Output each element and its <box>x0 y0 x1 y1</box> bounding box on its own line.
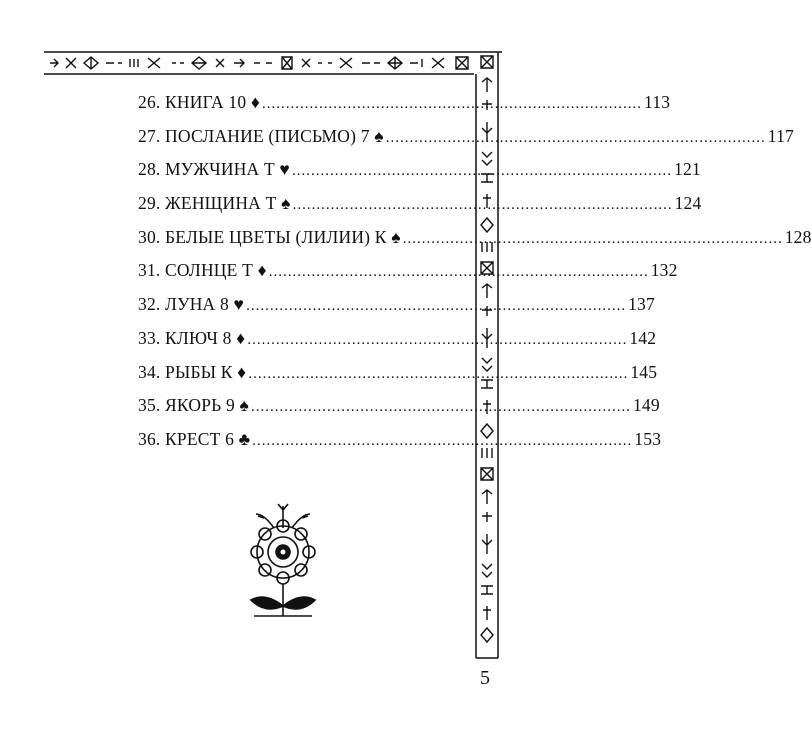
toc-entry-page: 142 <box>629 327 657 348</box>
toc-leader-dots: ................................................................................ <box>385 129 766 146</box>
toc-leader-dots: ................................................................................ <box>292 197 673 214</box>
toc-leader-dots: ................................................................................ <box>247 331 628 348</box>
toc-entry-page: 128 <box>784 226 812 247</box>
toc-leader-dots: ................................................................................ <box>250 399 631 416</box>
toc-entry-title: 33. КЛЮЧ 8 ♦ <box>138 327 246 348</box>
toc-entry-page: 117 <box>767 125 794 146</box>
toc-entry-title: 32. ЛУНА 8 ♥ <box>138 294 245 315</box>
toc-entry-page: 113 <box>644 92 671 112</box>
toc-entry-title: 36. КРЕСТ 6 ♣ <box>138 428 251 449</box>
toc-leader-dots: ................................................................................ <box>248 365 629 382</box>
toc-entry-title: 26. КНИГА 10 ♦ <box>138 92 261 112</box>
toc-entry-page: 153 <box>634 428 662 449</box>
toc-entry[interactable] <box>138 395 660 429</box>
toc-leader-dots: ................................................................................ <box>268 264 649 281</box>
toc-entry[interactable] <box>138 226 812 261</box>
toc-entry[interactable] <box>138 92 671 126</box>
toc-entry[interactable] <box>138 327 657 362</box>
toc-entry-title: 34. РЫБЫ К ♦ <box>138 361 247 382</box>
top-ornament-border <box>44 48 502 78</box>
toc-entry-title: 35. ЯКОРЬ 9 ♠ <box>138 395 249 416</box>
toc-entry[interactable] <box>138 193 702 227</box>
page-number: 5 <box>480 667 490 689</box>
toc-entry-page: 149 <box>632 395 660 416</box>
folk-flower-icon <box>240 498 326 620</box>
table-of-contents <box>138 92 812 463</box>
toc-entry-page: 137 <box>628 294 655 315</box>
toc-entry[interactable] <box>138 159 701 193</box>
toc-entry-page: 145 <box>630 361 658 382</box>
toc-entry[interactable] <box>138 361 658 396</box>
toc-entry-title: 28. МУЖЧИНА Т ♥ <box>138 159 290 180</box>
toc-entry-title: 27. ПОСЛАНИЕ (ПИСЬМО) 7 ♠ <box>138 125 384 146</box>
toc-entry-title: 30. БЕЛЫЕ ЦВЕТЫ (ЛИЛИИ) К ♠ <box>138 226 401 247</box>
toc-leader-dots: ................................................................................ <box>292 163 672 180</box>
toc-entry[interactable] <box>138 260 678 294</box>
toc-entry-title: 31. СОЛНЦЕ Т ♦ <box>138 260 267 281</box>
toc-leader-dots: ................................................................................ <box>402 230 783 247</box>
toc-entry-title: 29. ЖЕНЩИНА Т ♠ <box>138 193 291 214</box>
toc-entry-page: 124 <box>674 193 702 214</box>
toc-entry[interactable] <box>138 125 794 160</box>
toc-entry[interactable] <box>138 294 655 328</box>
toc-entry-page: 132 <box>650 260 678 281</box>
toc-entry[interactable] <box>138 428 662 463</box>
toc-entry-page: 121 <box>674 159 701 180</box>
toc-leader-dots: ................................................................................ <box>262 96 643 112</box>
toc-leader-dots: ................................................................................ <box>252 432 633 449</box>
toc-leader-dots: ................................................................................ <box>246 298 627 315</box>
